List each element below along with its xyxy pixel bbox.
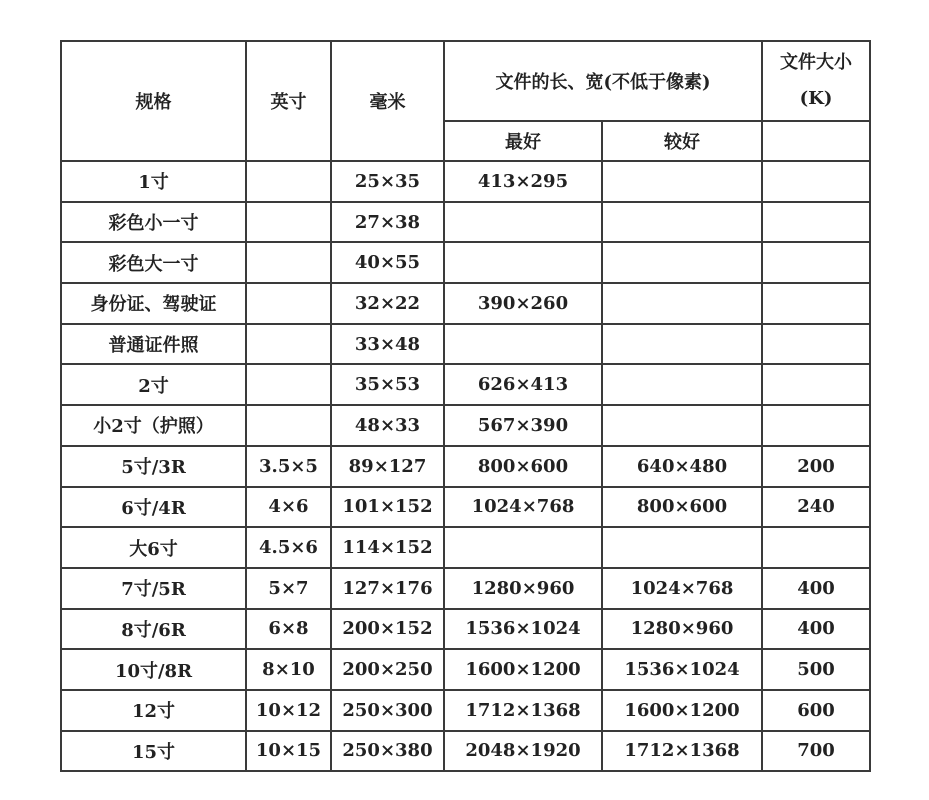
cell-spec: 5寸/3R [61, 446, 246, 487]
cell-filesize: 700 [762, 731, 870, 772]
cell-good: 1712×1368 [602, 731, 762, 772]
table-row [61, 609, 870, 650]
cell-best: 413×295 [444, 161, 602, 202]
cell-spec: 6寸/4R [61, 487, 246, 528]
cell-filesize [762, 283, 870, 324]
table-row [61, 283, 870, 324]
header-inch: 英寸 [246, 41, 331, 161]
table-row [61, 202, 870, 243]
table-row [61, 731, 870, 772]
cell-mm: 200×152 [331, 609, 444, 650]
cell-spec: 1寸 [61, 161, 246, 202]
cell-mm: 48×33 [331, 405, 444, 446]
photo-size-table [60, 40, 871, 772]
cell-filesize: 200 [762, 446, 870, 487]
cell-inch [246, 202, 331, 243]
cell-good [602, 405, 762, 446]
cell-inch: 10×12 [246, 690, 331, 731]
cell-filesize [762, 527, 870, 568]
table-row [61, 242, 870, 283]
cell-good [602, 242, 762, 283]
header-best: 最好 [444, 121, 602, 161]
cell-spec: 小2寸（护照） [61, 405, 246, 446]
cell-good: 800×600 [602, 487, 762, 528]
cell-mm: 127×176 [331, 568, 444, 609]
cell-inch [246, 364, 331, 405]
cell-mm: 101×152 [331, 487, 444, 528]
cell-spec: 2寸 [61, 364, 246, 405]
cell-mm: 35×53 [331, 364, 444, 405]
cell-best: 800×600 [444, 446, 602, 487]
cell-filesize: 400 [762, 568, 870, 609]
cell-mm: 250×380 [331, 731, 444, 772]
header-filesize [762, 41, 870, 121]
cell-best: 1280×960 [444, 568, 602, 609]
cell-good [602, 161, 762, 202]
cell-mm: 114×152 [331, 527, 444, 568]
cell-filesize [762, 405, 870, 446]
cell-inch [246, 242, 331, 283]
table-row [61, 405, 870, 446]
cell-spec: 普通证件照 [61, 324, 246, 365]
cell-mm: 250×300 [331, 690, 444, 731]
header-filesize-line2: (K) [799, 88, 833, 109]
cell-best: 567×390 [444, 405, 602, 446]
cell-filesize [762, 161, 870, 202]
cell-inch [246, 161, 331, 202]
cell-best: 1536×1024 [444, 609, 602, 650]
cell-best: 626×413 [444, 364, 602, 405]
cell-mm: 25×35 [331, 161, 444, 202]
cell-spec: 身份证、驾驶证 [61, 283, 246, 324]
table-row [61, 487, 870, 528]
cell-best: 390×260 [444, 283, 602, 324]
cell-best: 1600×1200 [444, 649, 602, 690]
table-row [61, 364, 870, 405]
cell-filesize: 500 [762, 649, 870, 690]
cell-mm: 200×250 [331, 649, 444, 690]
cell-best [444, 202, 602, 243]
header-mm: 毫米 [331, 41, 444, 161]
table-row [61, 649, 870, 690]
cell-filesize [762, 364, 870, 405]
table-row [61, 161, 870, 202]
cell-inch [246, 405, 331, 446]
cell-good [602, 202, 762, 243]
cell-mm: 40×55 [331, 242, 444, 283]
cell-mm: 89×127 [331, 446, 444, 487]
table-row [61, 568, 870, 609]
cell-filesize: 600 [762, 690, 870, 731]
cell-inch: 8×10 [246, 649, 331, 690]
cell-spec: 8寸/6R [61, 609, 246, 650]
cell-inch: 6×8 [246, 609, 331, 650]
cell-filesize: 240 [762, 487, 870, 528]
cell-best: 2048×1920 [444, 731, 602, 772]
cell-mm: 27×38 [331, 202, 444, 243]
cell-inch: 4×6 [246, 487, 331, 528]
cell-good [602, 283, 762, 324]
cell-spec: 7寸/5R [61, 568, 246, 609]
table-row [61, 527, 870, 568]
cell-spec: 12寸 [61, 690, 246, 731]
cell-filesize [762, 324, 870, 365]
cell-good: 1024×768 [602, 568, 762, 609]
header-spec: 规格 [61, 41, 246, 161]
cell-filesize [762, 202, 870, 243]
cell-good: 1600×1200 [602, 690, 762, 731]
cell-spec: 彩色大一寸 [61, 242, 246, 283]
cell-good: 1536×1024 [602, 649, 762, 690]
cell-spec: 大6寸 [61, 527, 246, 568]
cell-inch [246, 283, 331, 324]
header-pixels: 文件的长、宽(不低于像素) [444, 41, 762, 121]
cell-best [444, 242, 602, 283]
cell-filesize: 400 [762, 609, 870, 650]
cell-good: 640×480 [602, 446, 762, 487]
cell-best [444, 324, 602, 365]
cell-inch: 5×7 [246, 568, 331, 609]
table-row [61, 446, 870, 487]
cell-inch: 10×15 [246, 731, 331, 772]
header-good: 较好 [602, 121, 762, 161]
cell-filesize [762, 242, 870, 283]
header-filesize-line1: 文件大小 [780, 52, 853, 73]
cell-mm: 33×48 [331, 324, 444, 365]
cell-inch: 3.5×5 [246, 446, 331, 487]
cell-best: 1024×768 [444, 487, 602, 528]
cell-good [602, 324, 762, 365]
cell-spec: 10寸/8R [61, 649, 246, 690]
cell-good: 1280×960 [602, 609, 762, 650]
table-body [61, 161, 870, 771]
table-row [61, 324, 870, 365]
table-row [61, 690, 870, 731]
cell-mm: 32×22 [331, 283, 444, 324]
header-filesize-empty [762, 121, 870, 161]
cell-inch [246, 324, 331, 365]
cell-good [602, 527, 762, 568]
cell-inch: 4.5×6 [246, 527, 331, 568]
cell-best: 1712×1368 [444, 690, 602, 731]
cell-spec: 彩色小一寸 [61, 202, 246, 243]
cell-spec: 15寸 [61, 731, 246, 772]
cell-best [444, 527, 602, 568]
cell-good [602, 364, 762, 405]
